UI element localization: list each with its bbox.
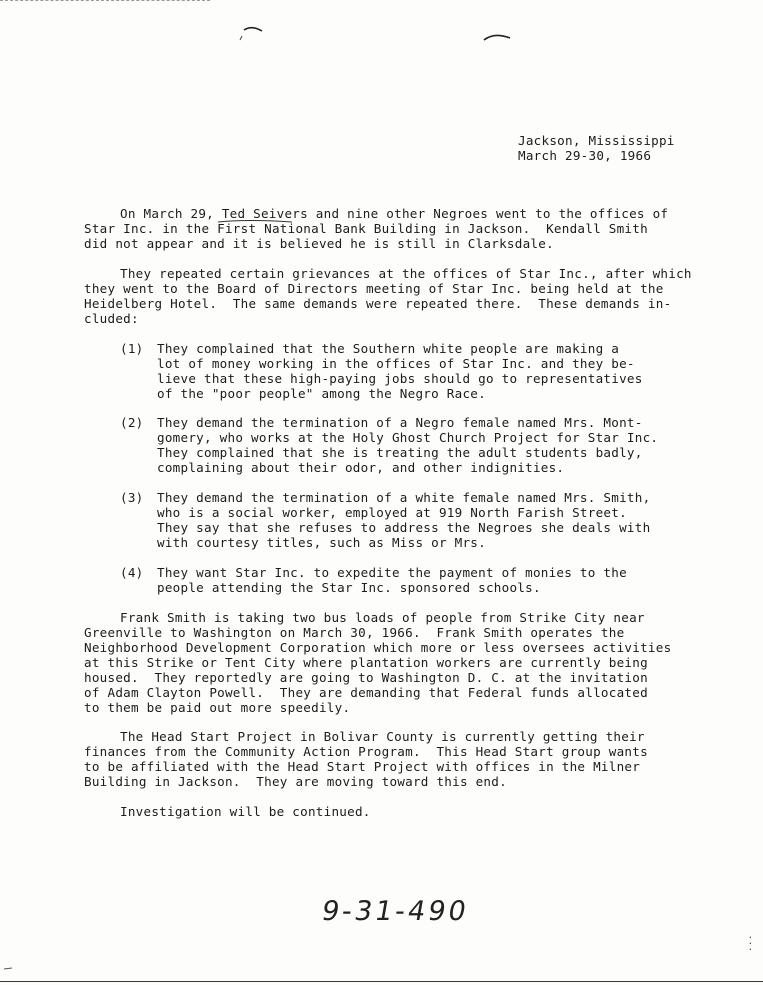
top-right-mark bbox=[480, 24, 514, 46]
item-number: (4) bbox=[120, 565, 144, 580]
item-line: people attending the Star Inc. sponsored schools. bbox=[157, 580, 541, 595]
item-line: They say that she refuses to address the Negroes she deals with bbox=[157, 520, 651, 535]
edge-specks: . . . bbox=[747, 931, 753, 953]
top-edge-dashes bbox=[0, 0, 210, 1]
header-place: Jackson, Mississippi bbox=[518, 133, 675, 148]
bottom-left-speck bbox=[2, 964, 16, 972]
item-line: They want Star Inc. to expedite the payment of monies to the bbox=[157, 565, 627, 580]
para4-line: Building in Jackson. They are moving toward this end. bbox=[84, 774, 507, 789]
item-line: lieve that these high-paying jobs should go to representatives bbox=[157, 371, 643, 386]
para3-line: housed. They reportedly are going to Washington D. C. at the invitation bbox=[84, 670, 648, 685]
item-line: gomery, who works at the Holy Ghost Church Project for Star Inc. bbox=[157, 430, 659, 445]
para4-line: finances from the Community Action Program. This Head Start group wants bbox=[84, 744, 648, 759]
item-line: who is a social worker, employed at 919 North Farish Street. bbox=[157, 505, 627, 520]
header-dates: March 29-30, 1966 bbox=[518, 148, 652, 163]
para2-line: cluded: bbox=[84, 311, 139, 326]
para4-line: to be affiliated with the Head Start Project with offices in the Milner bbox=[84, 759, 641, 774]
para2-line: Heidelberg Hotel. The same demands were repeated there. These demands in- bbox=[84, 296, 672, 311]
item-line: with courtesy titles, such as Miss or Mrs. bbox=[157, 535, 486, 550]
para3-line: Neighborhood Development Corporation which more or less oversees activities bbox=[84, 640, 672, 655]
para1-line: Star Inc. in the First National Bank Building in Jackson. Kendall Smith bbox=[84, 221, 648, 236]
item-line: They complained that she is treating the adult students badly, bbox=[157, 445, 643, 460]
item-line: lot of money working in the offices of Star Inc. and they be- bbox=[157, 356, 635, 371]
top-left-mark bbox=[234, 22, 268, 46]
para3-line: at this Strike or Tent City where plantation workers are currently being bbox=[84, 655, 648, 670]
item-number: (1) bbox=[120, 341, 144, 356]
item-line: They complained that the Southern white people are making a bbox=[157, 341, 620, 356]
para2-line: they went to the Board of Directors meeting of Star Inc. being held at the bbox=[84, 281, 664, 296]
bottom-edge-line bbox=[0, 981, 763, 982]
item-number: (3) bbox=[120, 490, 144, 505]
closing-line: Investigation will be continued. bbox=[120, 804, 371, 819]
para3-line: to them be paid out more speedily. bbox=[84, 700, 351, 715]
para1-line: On March 29, Ted Seivers and nine other Negroes went to the offices of bbox=[120, 206, 669, 221]
item-line: of the "poor people" among the Negro Race. bbox=[157, 386, 486, 401]
para3-line: of Adam Clayton Powell. They are demanding that Federal funds allocated bbox=[84, 685, 648, 700]
item-line: They demand the termination of a Negro female named Mrs. Mont- bbox=[157, 415, 643, 430]
para4-line: The Head Start Project in Bolivar County is currently getting their bbox=[120, 729, 645, 744]
name-underline bbox=[216, 217, 296, 225]
para3-line: Greenville to Washington on March 30, 1966. Frank Smith operates the bbox=[84, 625, 625, 640]
item-line: They demand the termination of a white female named Mrs. Smith, bbox=[157, 490, 651, 505]
item-number: (2) bbox=[120, 415, 144, 430]
handwritten-file-number: 9-31-490 bbox=[319, 896, 472, 927]
item-line: complaining about their odor, and other indignities. bbox=[157, 460, 565, 475]
para2-line: They repeated certain grievances at the offices of Star Inc., after which bbox=[120, 266, 692, 281]
para1-line: did not appear and it is believed he is still in Clarksdale. bbox=[84, 236, 554, 251]
para3-line: Frank Smith is taking two bus loads of people from Strike City near bbox=[120, 610, 645, 625]
